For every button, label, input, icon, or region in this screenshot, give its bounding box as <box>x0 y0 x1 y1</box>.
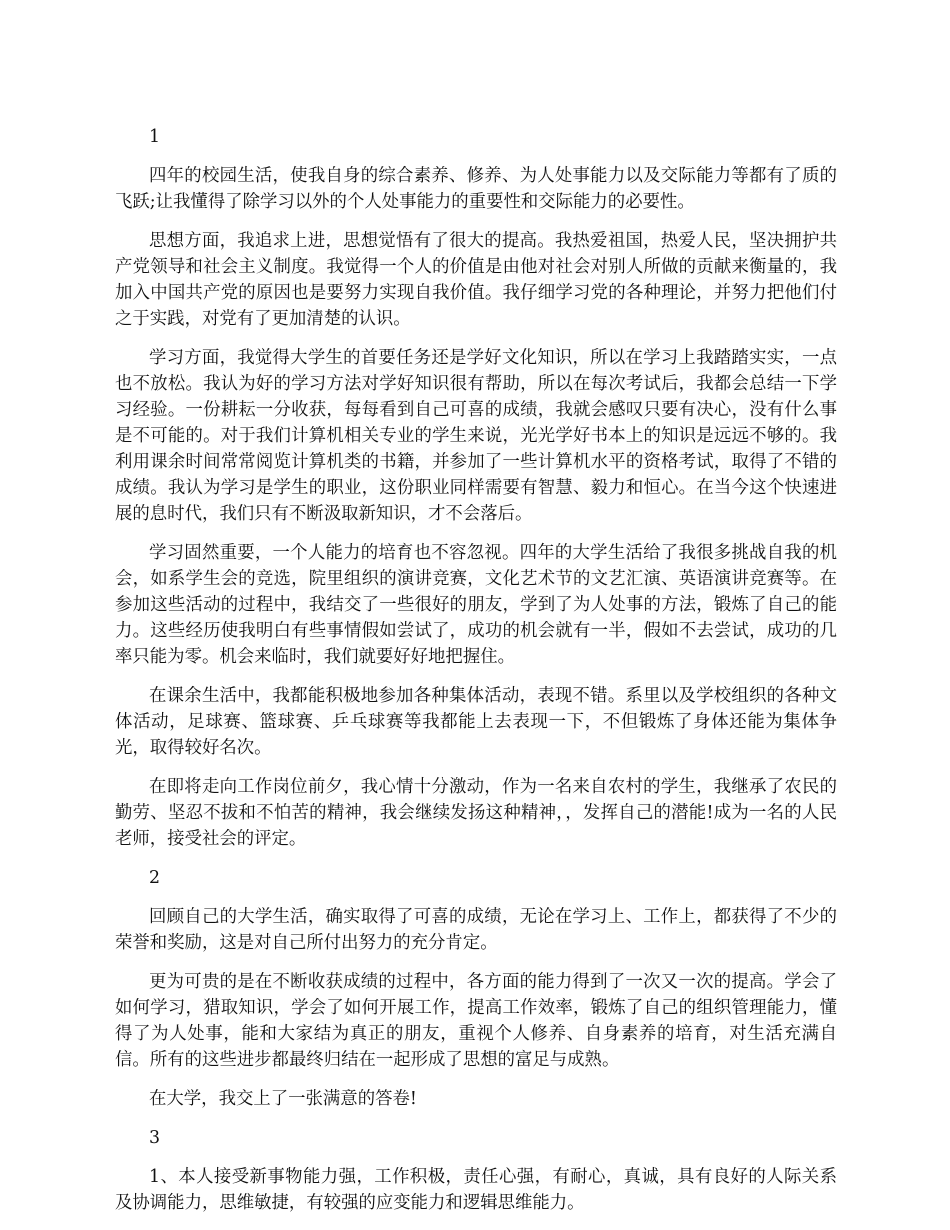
paragraph: 更为可贵的是在不断收获成绩的过程中，各方面的能力得到了一次又一次的提高。学会了如何学习，猎取知识，学会了如何开展工作，提高工作效率，锻炼了自己的组织管理能力，懂得了为人处事，能和大家结为真正的朋友，重视个人修养、自身素养的培育，对生活充满自信。所有的这些进步都最终归结在一起形成了思想的富足与成熟。 <box>115 972 837 1070</box>
paragraph: 学习方面，我觉得大学生的首要任务还是学好文化知识，所以在学习上我踏踏实实，一点也不放松。我认为好的学习方法对学好知识很有帮助，所以在每次考试后，我都会总结一下学习经验。一份耕耘一分收获，每每看到自己可喜的成绩，我就会感叹只要有决心，没有什么事是不可能的。对于我们计算机相关专业的学生来说，光光学好书本上的知识是远远不够的。我利用课余时间常常阅览计算机类的书籍，并参加了一些计算机水平的资格考试，取得了不错的成绩。我认为学习是学生的职业，这份职业同样需要有智慧、毅力和恒心。在当今这个快速进展的息时代，我们只有不断汲取新知识，才不会落后。 <box>115 348 837 524</box>
section-number: 2 <box>149 868 161 888</box>
section-number: 1 <box>149 127 161 147</box>
paragraph: 在课余生活中，我都能积极地参加各种集体活动，表现不错。系里以及学校组织的各种文体活动，足球赛、篮球赛、乒乓球赛等我都能上去表现一下，不但锻炼了身体还能为集体争光，取得较好名次。 <box>115 686 837 758</box>
paragraph: 在大学，我交上了一张满意的答卷! <box>149 1089 417 1109</box>
paragraph: 在即将走向工作岗位前夕，我心情十分激动，作为一名来自农村的学生，我继承了农民的勤劳、坚忍不拔和不怕苦的精神，我会继续发扬这种精神，，发挥自己的潜能!成为一名的人民老师，接受社会的评定。 <box>115 777 837 849</box>
paragraph: 四年的校园生活，使我自身的综合素养、修养、为人处事能力以及交际能力等都有了质的飞跃;让我懂得了除学习以外的个人处事能力的重要性和交际能力的必要性。 <box>115 166 837 212</box>
paragraph: 回顾自己的大学生活，确实取得了可喜的成绩，无论在学习上、工作上，都获得了不少的荣誉和奖励，这是对自己所付出努力的充分肯定。 <box>115 907 837 953</box>
paragraph: 学习固然重要，一个人能力的培育也不容忽视。四年的大学生活给了我很多挑战自我的机会，如系学生会的竞选，院里组织的演讲竞赛，文化艺术节的文艺汇演、英语演讲竞赛等。在参加这些活动的过程中，我结交了一些很好的朋友，学到了为人处事的方法，锻炼了自己的能力。这些经历使我明白有些事情假如尝试了，成功的机会就有一半，假如不去尝试，成功的几率只能为零。机会来临时，我们就要好好地把握住。 <box>115 543 837 667</box>
document-page <box>115 124 837 1229</box>
paragraph: 1、本人接受新事物能力强，工作积极，责任心强，有耐心，真诚，具有良好的人际关系及协调能力，思维敏捷，有较强的应变能力和逻辑思维能力。 <box>115 1167 837 1213</box>
paragraph: 思想方面，我追求上进，思想觉悟有了很大的提高。我热爱祖国，热爱人民，坚决拥护共产党领导和社会主义制度。我觉得一个人的价值是由他对社会对别人所做的贡献来衡量的，我加入中国共产党的原因也是要努力实现自我价值。我仔细学习党的各种理论，并努力把他们付之于实践，对党有了更加清楚的认识。 <box>115 231 837 329</box>
section-number: 3 <box>149 1128 161 1148</box>
